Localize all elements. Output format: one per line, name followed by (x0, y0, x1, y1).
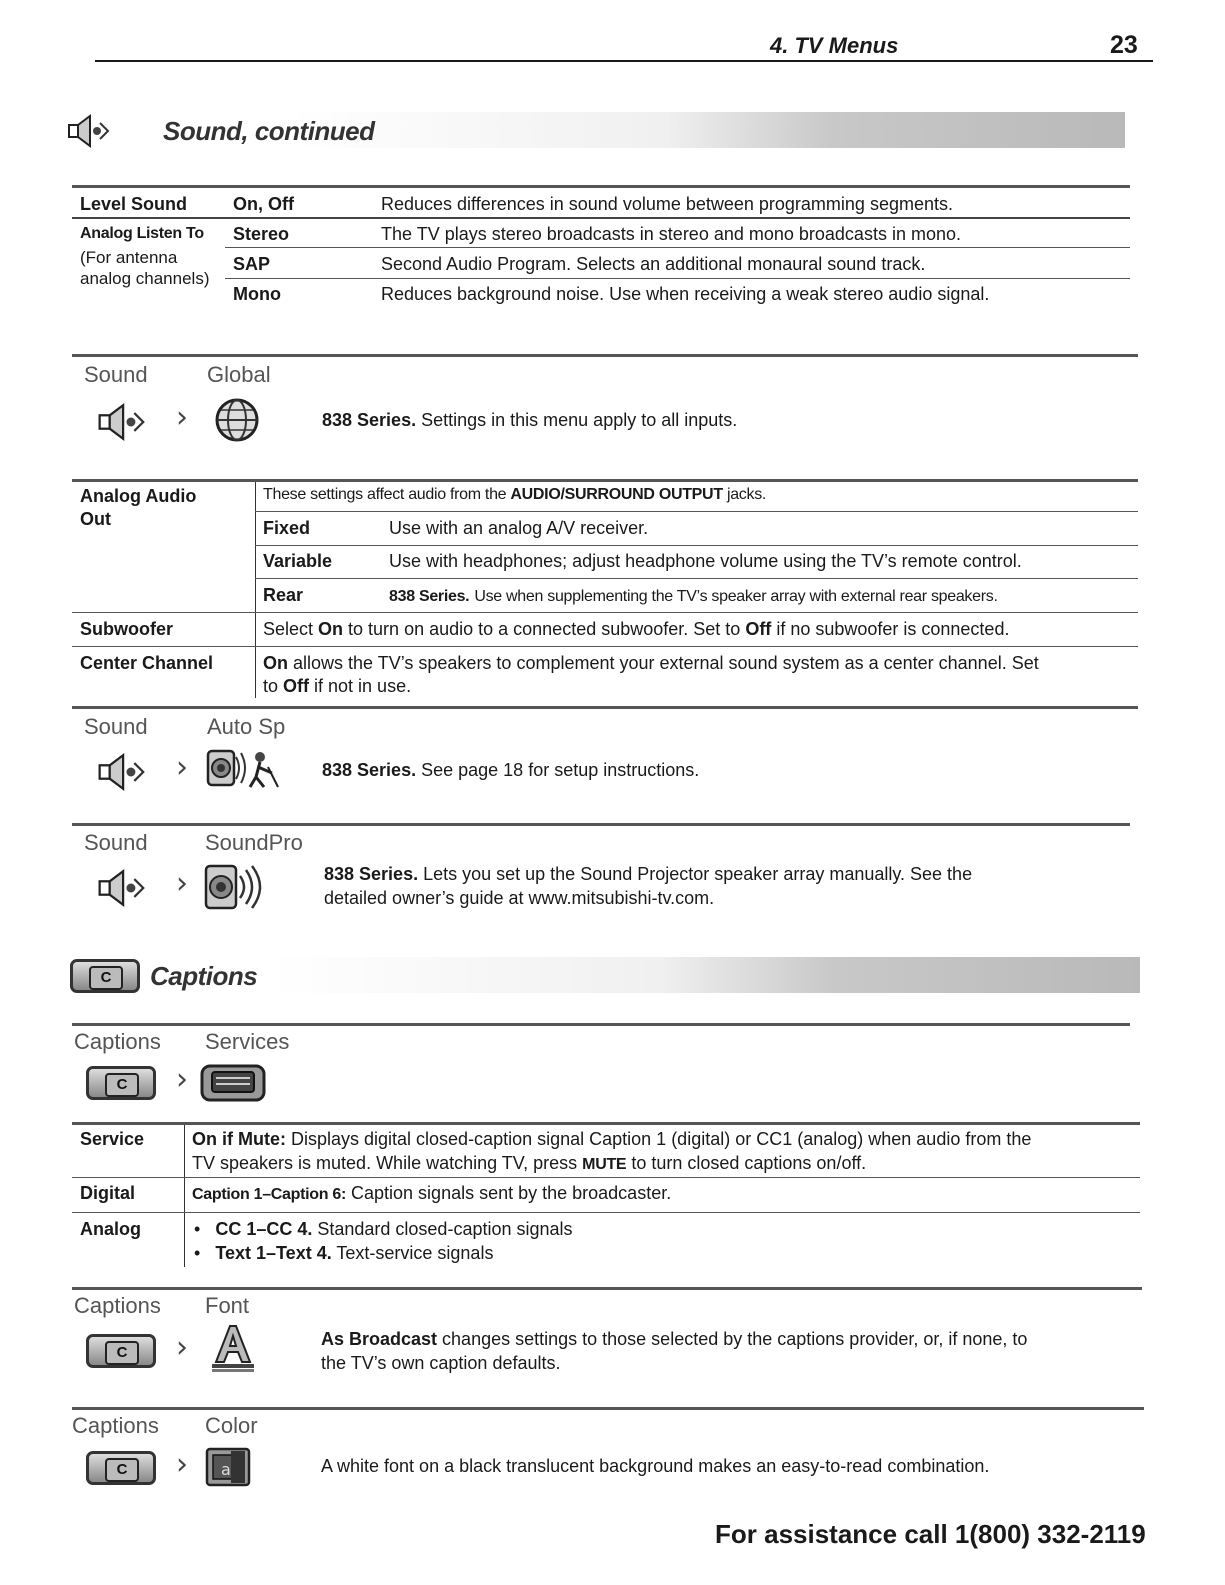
soundpro-description-2: detailed owner’s guide at www.mitsubishi-tv.com. (324, 888, 715, 908)
setting-analog: Analog (80, 1219, 141, 1239)
menu-label: Captions (74, 1293, 161, 1318)
speaker-icon (68, 114, 110, 148)
captions-icon (86, 1334, 156, 1368)
desc-center-channel-2 (263, 676, 411, 697)
font-description-2: the TV’s own caption defaults. (321, 1353, 561, 1373)
global-text: Settings in this menu apply to all inputs. (421, 410, 738, 430)
desc-level-sound: Reduces differences in sound volume between programming segments. (381, 194, 953, 214)
submenu-label: Auto Sp (207, 714, 286, 739)
desc-center-channel (263, 653, 1039, 674)
section-rule (72, 1407, 1144, 1410)
row-rule (255, 545, 1138, 546)
analog-audio-intro (263, 486, 766, 504)
assistance-footer: For assistance call 1(800) 332-2119 (715, 1519, 1146, 1549)
analog-item-2 (194, 1243, 493, 1264)
subwoofer-on: On (318, 619, 344, 639)
banner-title: Captions (150, 961, 258, 991)
service-text: to turn closed captions on/off. (626, 1153, 867, 1173)
bullet: • (194, 1219, 201, 1239)
row-rule (72, 646, 1138, 647)
captions-icon (86, 1066, 156, 1100)
row-rule (72, 1212, 1140, 1213)
table-top-rule (72, 479, 1138, 482)
desc-service (192, 1129, 1031, 1150)
submenu-label: Color (205, 1413, 258, 1438)
section-rule (72, 354, 1138, 357)
row-rule (225, 247, 1130, 248)
menu-label: Sound (84, 830, 148, 855)
bullet: • (194, 1243, 201, 1263)
option-mono: Mono (233, 284, 281, 304)
autosp-description (322, 760, 699, 781)
captions-banner (68, 957, 1140, 993)
submenu-label: Global (207, 362, 271, 387)
option-on-off: On, Off (233, 194, 294, 214)
page-number: 23 (1110, 31, 1138, 59)
speaker-icon (86, 403, 158, 441)
captions-badge: C (105, 1073, 139, 1097)
desc-stereo: The TV plays stereo broadcasts in stereo and mono broadcasts in mono. (381, 224, 961, 244)
banner-gradient (290, 112, 1125, 148)
service-text: Displays digital closed-caption signal Caption 1 (digital) or CC1 (analog) when audio from the (285, 1129, 1032, 1149)
setting-service: Service (80, 1129, 145, 1149)
text-range: Text 1–Text 4. (215, 1243, 332, 1263)
option-fixed: Fixed (263, 518, 311, 538)
services-icon (200, 1064, 266, 1102)
desc-service-2 (192, 1153, 866, 1174)
intro-jack-name: AUDIO/SURROUND OUTPUT (510, 486, 723, 503)
desc-fixed: Use with an analog A/V receiver. (389, 518, 649, 538)
setting-subwoofer: Subwoofer (80, 619, 173, 639)
font-icon (208, 1322, 258, 1374)
as-broadcast: As Broadcast (321, 1329, 438, 1349)
captions-badge: C (105, 1341, 139, 1365)
row-rule (255, 578, 1138, 579)
analog-item-1 (194, 1219, 573, 1240)
digital-text: Caption signals sent by the broadcaster. (346, 1183, 672, 1203)
subwoofer-off: Off (745, 619, 772, 639)
desc-variable: Use with headphones; adjust headphone volume using the TV’s remote control. (389, 551, 1022, 571)
series-lead: 838 Series. (324, 864, 419, 884)
option-sap: SAP (233, 254, 271, 274)
section-rule (72, 823, 1130, 826)
cc-range: CC 1–CC 4. (215, 1219, 313, 1239)
setting-center-channel: Center Channel (80, 653, 214, 673)
column-divider (255, 482, 256, 698)
menu-label: Captions (72, 1413, 159, 1438)
autosp-text: See page 18 for setup instructions. (421, 760, 700, 780)
mute-key: MUTE (582, 1156, 627, 1173)
desc-sap: Second Audio Program. Selects an additional monaural sound track. (381, 254, 926, 274)
intro-text: These settings affect audio from the (263, 486, 511, 503)
option-stereo: Stereo (233, 224, 290, 244)
chapter-title: 4. TV Menus (770, 33, 899, 58)
center-text: to (263, 676, 284, 696)
series-lead: 838 Series. (389, 588, 470, 605)
submenu-label: Services (205, 1029, 290, 1054)
soundpro-text: Lets you set up the Sound Projector speaker array manually. See the (423, 864, 973, 884)
center-on: On (263, 653, 288, 673)
setting-analog-listen: Analog Listen To (80, 225, 204, 242)
center-text: allows the TV’s speakers to complement your external sound system as a center channel. Set (288, 653, 1039, 673)
globe-icon (212, 397, 262, 443)
center-text: if not in use. (309, 676, 412, 696)
setting-level-sound: Level Sound (80, 194, 188, 214)
series-lead: 838 Series. (322, 410, 417, 430)
rear-text: Use when supplementing the TV’s speaker array with external rear speakers. (474, 588, 998, 605)
banner-gradient (268, 957, 1140, 993)
captions-badge: C (89, 966, 123, 990)
menu-label: Captions (74, 1029, 161, 1054)
menu-label: Sound (84, 362, 148, 387)
antenna-note-1: (For antenna (80, 248, 178, 267)
global-description (322, 410, 737, 431)
color-description: A white font on a black translucent background makes an easy-to-read combination. (321, 1456, 990, 1476)
row-rule (72, 217, 1130, 219)
soundpro-description (324, 864, 972, 885)
svg-text:a: a (221, 1460, 231, 1479)
desc-mono: Reduces background noise. Use when receiving a weak stereo audio signal. (381, 284, 990, 304)
caption-range: Caption 1–Caption 6: (192, 1186, 347, 1203)
antenna-note-2: analog channels) (80, 269, 210, 288)
column-divider (184, 1125, 185, 1267)
section-rule (72, 706, 1138, 709)
row-rule (72, 612, 1138, 613)
speaker-icon (86, 869, 158, 907)
sound-projector-icon (204, 862, 274, 912)
table-top-rule (72, 1122, 1140, 1125)
analog-text: Text-service signals (331, 1243, 494, 1263)
row-rule (255, 511, 1138, 512)
on-if-mute: On if Mute: (192, 1129, 286, 1149)
desc-subwoofer (263, 619, 1009, 640)
font-text: changes settings to those selected by the captions provider, or, if none, to (437, 1329, 1028, 1349)
subwoofer-text: to turn on audio to a connected subwoofer. Set to (343, 619, 746, 639)
row-rule (225, 278, 1130, 279)
menu-label: Sound (84, 714, 148, 739)
captions-badge: C (105, 1458, 139, 1482)
sound-banner (60, 112, 1125, 148)
section-rule (72, 1287, 1142, 1290)
submenu-label: SoundPro (205, 830, 303, 855)
option-variable: Variable (263, 551, 333, 571)
desc-digital (192, 1183, 671, 1204)
setting-analog-audio: Analog Audio (80, 486, 197, 506)
option-rear: Rear (263, 585, 304, 605)
subwoofer-text: if no subwoofer is connected. (771, 619, 1010, 639)
submenu-label: Font (205, 1293, 250, 1318)
color-icon (205, 1447, 251, 1487)
setting-digital: Digital (80, 1183, 136, 1203)
chevron-right-icon: › (176, 1447, 188, 1482)
row-rule (72, 1177, 1140, 1178)
subwoofer-text: Select (263, 619, 319, 639)
captions-icon (70, 959, 140, 993)
intro-text-end: jacks. (722, 486, 767, 503)
font-description (321, 1329, 1027, 1350)
chevron-right-icon: › (176, 400, 188, 435)
chevron-right-icon: › (176, 750, 188, 785)
desc-rear (389, 585, 998, 606)
chevron-right-icon: › (176, 1330, 188, 1365)
analog-text: Standard closed-caption signals (312, 1219, 573, 1239)
chevron-right-icon: › (176, 1062, 188, 1097)
header-rule (95, 60, 1153, 62)
speaker-icon (86, 753, 158, 791)
table-top-rule (72, 185, 1130, 188)
setting-analog-audio-out: Out (80, 509, 111, 529)
banner-title: Sound, continued (163, 116, 375, 146)
center-off: Off (283, 676, 310, 696)
service-text: TV speakers is muted. While watching TV, press (192, 1153, 583, 1173)
chevron-right-icon: › (176, 866, 188, 901)
section-rule (72, 1023, 1130, 1026)
captions-icon (86, 1451, 156, 1485)
auto-speaker-icon (206, 747, 280, 789)
series-lead: 838 Series. (322, 760, 417, 780)
